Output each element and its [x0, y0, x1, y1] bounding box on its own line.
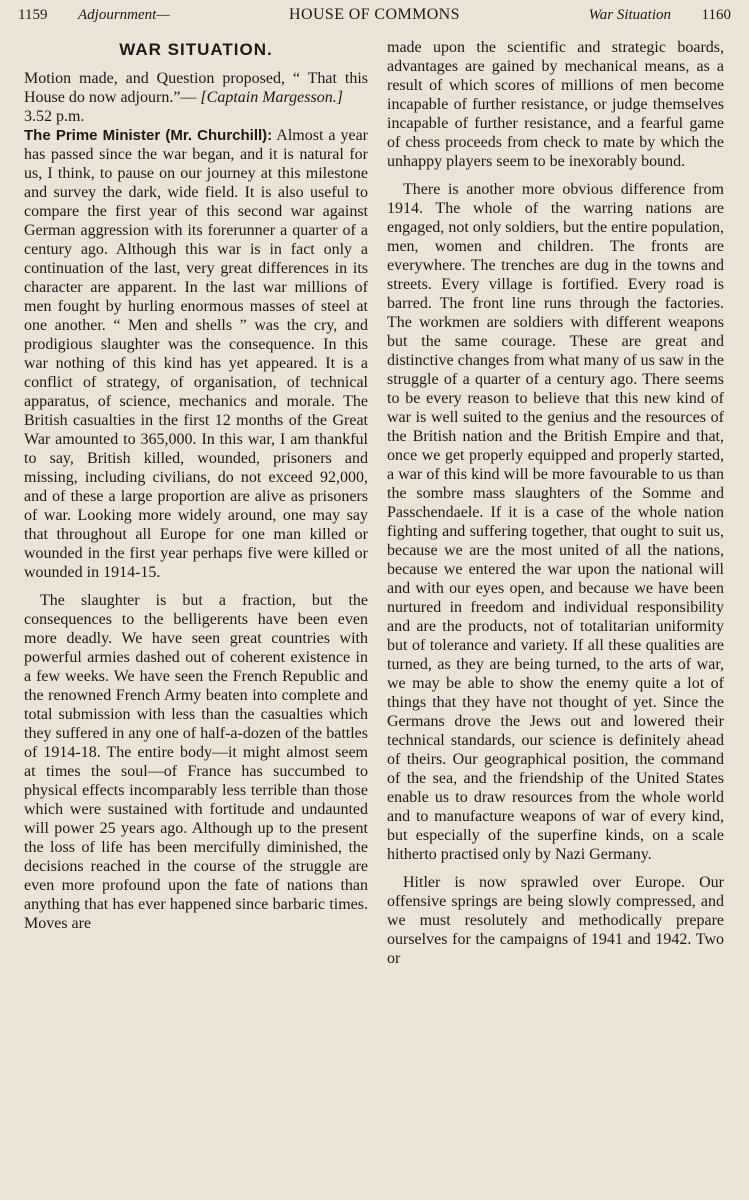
speaker-paragraph: [24, 126, 368, 582]
time-stamp: 3.52 p.m.: [24, 108, 85, 125]
motion-text: [24, 69, 368, 107]
paragraph: The slaughter is but a fraction, but the consequences to the belligerents have been even more deadly. We have seen great countries with powerful armies dashed out of coherent existence in a few weeks. We have seen the French Republic and the renowned French Army beaten into complete and total submission with less than the casualties which they suffered in any one of half-a-dozen of the battles of 1914-18. The entire body—it might almost seem at times the soul—of France has succumbed to physical effects incomparably less terrible than those which were sustained with fortitude and undaunted will power 25 years ago. Although up to the present the loss of life has been mercifully diminished, the decisions reached in the course of the struggle are even more profound upon the fate of nations than anything that has ever happened since barbaric times. Moves are: [24, 592, 368, 932]
motion-statement: Motion made, and Question proposed, “ That this House do now adjourn.”—: [24, 70, 368, 106]
speaker-name: The Prime Minister (Mr. Churchill):: [24, 127, 273, 144]
page-number-right: 1160: [701, 7, 731, 23]
paragraph-continuation: made upon the scientific and strategic boards, advantages are gained by mechanical means, as a result of which scores of millions of men become incapable of further resistance, or judge themselves incapable of further resistance, and a fearful game of chess proceeds from check to mate by which the unhappy players seem to be inexorably bound.: [387, 39, 724, 170]
paragraph: Hitler is now sprawled over Europe. Our offensive springs are being slowly compressed, and we must resolutely and methodically prepare ourselves for the campaigns of 1941 and 1942. Two or: [387, 874, 724, 967]
left-column: [24, 38, 368, 1196]
right-column: [387, 38, 724, 1196]
paragraph: There is another more obvious difference from 1914. The whole of the warring nations are engaged, not only soldiers, but the entire population, men, women and children. The fronts are everywhere. The trenches are dug in the towns and streets. Every village is fortified. Every road is barred. The front line runs through the factories. The workmen are soldiers with different weapons but the same courage. These are great and distinctive changes from what many of us saw in the struggle of a quarter of a century ago. There seems to be every reason to believe that this new kind of war is well suited to the genius and the resources of the British nation and the British Empire and that, once we get properly equipped and properly started, a war of this kind will be more favourable to us than the sombre mass slaughters of the Somme and Passchendaele. If it is a case of the whole nation fighting and suffering together, that ought to suit us, because we are the most united of all the nations, because we entered the war upon the national will and with our eyes open, and because we have been nurtured in freedom and individual responsibility and are the products, not of totalitarian uniformity but of tolerance and variety. If all these qualities are turned, as they are being turned, to the arts of war, we may be able to show the enemy quite a lot of things that they have not thought of yet. Since the Germans drove the Jews out and lowered their technical standards, our science is definitely ahead of theirs. Our geographical position, the command of the sea, and the friendship of the United States enable us to draw resources from the whole world and to manufacture weapons of war of every kind, but especially of the superfine kinds, on a scale hitherto practised only by Nazi Germany.: [387, 181, 724, 863]
header-center-title: HOUSE OF COMMONS: [289, 6, 460, 23]
section-heading: WAR SITUATION.: [119, 40, 273, 59]
page-header: [18, 6, 731, 30]
paragraph-text: Almost a year has passed since the war began, and it is natural for us, I think, to pause on our journey at this milestone and survey the dark, wide field. It is also useful to compare the first year of this second war against German aggression with its forerunner a quarter of a century ago. Although this war is in fact only a continuation of the last, very great differences in its character are apparent. In the last war millions of men fought by hurling enormous masses of steel at one another. “ Men and shells ” was the cry, and prodigious slaughter was the consequence. In this war nothing of this kind has yet appeared. It is a conflict of strategy, of organisation, of technical apparatus, of science, mechanics and morale. The British casualties in the first 12 months of the Great War amounted to 365,000. In this war, I am thankful to say, British killed, wounded, prisoners and missing, including civilians, do not exceed 92,000, and of these a large proportion are alive as prisoners of war. Looking more widely around, one may say that throughout all Europe for one man killed or wounded in the first year perhaps five were killed or wounded in 1914-15.: [24, 127, 368, 581]
motion-attribution: [Captain Margesson.]: [200, 89, 343, 106]
header-left-title: Adjournment—: [78, 7, 170, 23]
header-right-title: War Situation: [588, 7, 671, 23]
page-number-left: 1159: [18, 7, 48, 23]
